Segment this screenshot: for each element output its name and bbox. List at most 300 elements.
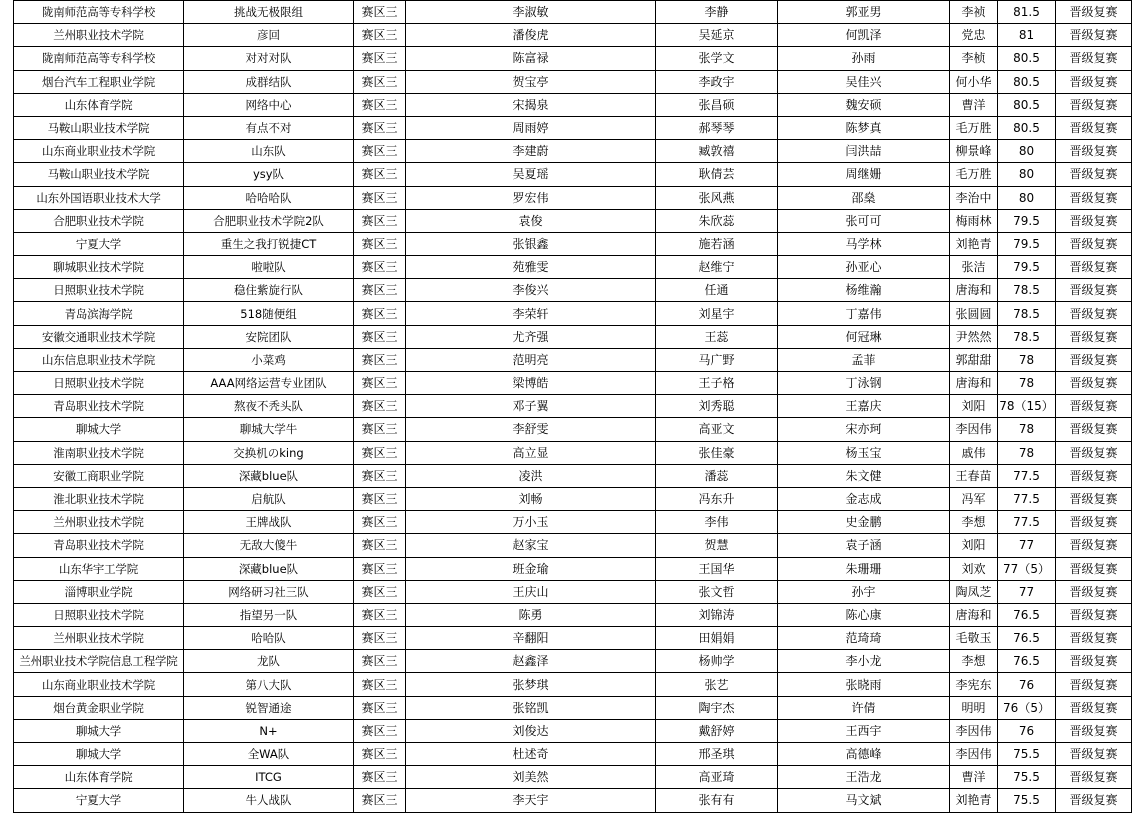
table-row <box>14 70 1132 93</box>
school-cell: 青岛职业技术学院 <box>14 395 184 418</box>
member3-cell: 丁嘉伟 <box>778 302 950 325</box>
region-cell: 赛区三 <box>354 487 406 510</box>
region-cell: 赛区三 <box>354 209 406 232</box>
status-cell: 晋级复赛 <box>1056 418 1132 441</box>
member2-cell: 张昌硕 <box>656 93 778 116</box>
school-cell: 淄博职业学院 <box>14 580 184 603</box>
team-cell: 啦啦队 <box>184 256 354 279</box>
school-cell: 安徽工商职业学院 <box>14 464 184 487</box>
advisor-cell: 唐海和 <box>950 279 998 302</box>
region-cell: 赛区三 <box>354 743 406 766</box>
region-cell: 赛区三 <box>354 93 406 116</box>
score-cell: 76.5 <box>998 603 1056 626</box>
member1-cell: 陈勇 <box>406 603 656 626</box>
advisor-cell: 梅雨林 <box>950 209 998 232</box>
member3-cell: 吴佳兴 <box>778 70 950 93</box>
table-row <box>14 464 1132 487</box>
status-cell: 晋级复赛 <box>1056 302 1132 325</box>
status-cell: 晋级复赛 <box>1056 140 1132 163</box>
table-row <box>14 719 1132 742</box>
team-cell: 全WA队 <box>184 743 354 766</box>
table-row <box>14 163 1132 186</box>
member2-cell: 张佳豪 <box>656 441 778 464</box>
school-cell: 山东信息职业技术学院 <box>14 348 184 371</box>
results-table <box>13 0 1132 813</box>
score-cell: 80.5 <box>998 116 1056 139</box>
member2-cell: 贺慧 <box>656 534 778 557</box>
team-cell: 龙队 <box>184 650 354 673</box>
team-cell: 指望另一队 <box>184 603 354 626</box>
school-cell: 淮南职业技术学院 <box>14 441 184 464</box>
team-cell: 有点不对 <box>184 116 354 139</box>
member3-cell: 王浩龙 <box>778 766 950 789</box>
status-cell: 晋级复赛 <box>1056 372 1132 395</box>
member1-cell: 范明亮 <box>406 348 656 371</box>
school-cell: 聊城职业技术学院 <box>14 256 184 279</box>
advisor-cell: 陶凤芝 <box>950 580 998 603</box>
score-cell: 80 <box>998 186 1056 209</box>
table-row <box>14 1 1132 24</box>
advisor-cell: 毛万胜 <box>950 163 998 186</box>
advisor-cell: 李因伟 <box>950 719 998 742</box>
member1-cell: 罗宏伟 <box>406 186 656 209</box>
region-cell: 赛区三 <box>354 627 406 650</box>
member2-cell: 臧敦禧 <box>656 140 778 163</box>
member1-cell: 潘俊虎 <box>406 24 656 47</box>
advisor-cell: 李桢 <box>950 47 998 70</box>
member2-cell: 任通 <box>656 279 778 302</box>
table-row <box>14 209 1132 232</box>
status-cell: 晋级复赛 <box>1056 441 1132 464</box>
status-cell: 晋级复赛 <box>1056 603 1132 626</box>
member3-cell: 朱文健 <box>778 464 950 487</box>
school-cell: 陇南师范高等专科学校 <box>14 47 184 70</box>
table-row <box>14 511 1132 534</box>
team-cell: 无敌大傻牛 <box>184 534 354 557</box>
member3-cell: 高德峰 <box>778 743 950 766</box>
table-row <box>14 418 1132 441</box>
status-cell: 晋级复赛 <box>1056 719 1132 742</box>
team-cell: 安院团队 <box>184 325 354 348</box>
team-cell: 启航队 <box>184 487 354 510</box>
table-row <box>14 766 1132 789</box>
member3-cell: 陈心康 <box>778 603 950 626</box>
team-cell: 山东队 <box>184 140 354 163</box>
advisor-cell: 刘艳青 <box>950 789 998 812</box>
score-cell: 80.5 <box>998 47 1056 70</box>
member1-cell: 李荣轩 <box>406 302 656 325</box>
score-cell: 77（5） <box>998 557 1056 580</box>
score-cell: 81.5 <box>998 1 1056 24</box>
advisor-cell: 李因伟 <box>950 743 998 766</box>
table-row <box>14 93 1132 116</box>
member1-cell: 凌洪 <box>406 464 656 487</box>
region-cell: 赛区三 <box>354 24 406 47</box>
member2-cell: 刘星宇 <box>656 302 778 325</box>
status-cell: 晋级复赛 <box>1056 348 1132 371</box>
team-cell: 网络研习社三队 <box>184 580 354 603</box>
region-cell: 赛区三 <box>354 1 406 24</box>
school-cell: 合肥职业技术学院 <box>14 209 184 232</box>
member1-cell: 赵家宝 <box>406 534 656 557</box>
status-cell: 晋级复赛 <box>1056 93 1132 116</box>
team-cell: 第八大队 <box>184 673 354 696</box>
score-cell: 79.5 <box>998 232 1056 255</box>
table-row <box>14 348 1132 371</box>
table-row <box>14 743 1132 766</box>
member3-cell: 周继姗 <box>778 163 950 186</box>
member2-cell: 耿倩芸 <box>656 163 778 186</box>
status-cell: 晋级复赛 <box>1056 163 1132 186</box>
member3-cell: 孟菲 <box>778 348 950 371</box>
table-row <box>14 140 1132 163</box>
region-cell: 赛区三 <box>354 441 406 464</box>
member1-cell: 刘俊达 <box>406 719 656 742</box>
team-cell: 聊城大学牛 <box>184 418 354 441</box>
score-cell: 76.5 <box>998 650 1056 673</box>
table-row <box>14 534 1132 557</box>
table-row <box>14 603 1132 626</box>
region-cell: 赛区三 <box>354 418 406 441</box>
member2-cell: 李静 <box>656 1 778 24</box>
status-cell: 晋级复赛 <box>1056 186 1132 209</box>
team-cell: 熬夜不秃头队 <box>184 395 354 418</box>
school-cell: 聊城大学 <box>14 719 184 742</box>
region-cell: 赛区三 <box>354 302 406 325</box>
school-cell: 青岛职业技术学院 <box>14 534 184 557</box>
score-cell: 75.5 <box>998 789 1056 812</box>
school-cell: 烟台黄金职业学院 <box>14 696 184 719</box>
member1-cell: 张铭凯 <box>406 696 656 719</box>
team-cell: 成群结队 <box>184 70 354 93</box>
team-cell: 深藏blue队 <box>184 557 354 580</box>
region-cell: 赛区三 <box>354 116 406 139</box>
member1-cell: 陈富禄 <box>406 47 656 70</box>
team-cell: 稳住紫旋行队 <box>184 279 354 302</box>
school-cell: 聊城大学 <box>14 418 184 441</box>
member3-cell: 马文斌 <box>778 789 950 812</box>
region-cell: 赛区三 <box>354 186 406 209</box>
member2-cell: 高亚文 <box>656 418 778 441</box>
advisor-cell: 柳景峰 <box>950 140 998 163</box>
advisor-cell: 曹洋 <box>950 766 998 789</box>
status-cell: 晋级复赛 <box>1056 47 1132 70</box>
region-cell: 赛区三 <box>354 580 406 603</box>
advisor-cell: 尹然然 <box>950 325 998 348</box>
member1-cell: 刘畅 <box>406 487 656 510</box>
member2-cell: 张学文 <box>656 47 778 70</box>
member2-cell: 王蕊 <box>656 325 778 348</box>
member2-cell: 吴延京 <box>656 24 778 47</box>
member3-cell: 张可可 <box>778 209 950 232</box>
team-cell: 合肥职业技术学院2队 <box>184 209 354 232</box>
status-cell: 晋级复赛 <box>1056 650 1132 673</box>
table-row <box>14 325 1132 348</box>
member2-cell: 邢圣琪 <box>656 743 778 766</box>
member1-cell: 张梦琪 <box>406 673 656 696</box>
school-cell: 山东外国语职业技术大学 <box>14 186 184 209</box>
region-cell: 赛区三 <box>354 163 406 186</box>
advisor-cell: 王春苗 <box>950 464 998 487</box>
team-cell: 牛人战队 <box>184 789 354 812</box>
table-row <box>14 789 1132 812</box>
member1-cell: 贺宝亭 <box>406 70 656 93</box>
member2-cell: 陶宇杰 <box>656 696 778 719</box>
member1-cell: 梁博皓 <box>406 372 656 395</box>
advisor-cell: 李想 <box>950 650 998 673</box>
status-cell: 晋级复赛 <box>1056 464 1132 487</box>
score-cell: 78 <box>998 441 1056 464</box>
score-cell: 76.5 <box>998 627 1056 650</box>
member3-cell: 王嘉庆 <box>778 395 950 418</box>
member1-cell: 刘美然 <box>406 766 656 789</box>
school-cell: 山东华宇工学院 <box>14 557 184 580</box>
score-cell: 79.5 <box>998 209 1056 232</box>
score-cell: 75.5 <box>998 766 1056 789</box>
school-cell: 马鞍山职业技术学院 <box>14 116 184 139</box>
status-cell: 晋级复赛 <box>1056 511 1132 534</box>
status-cell: 晋级复赛 <box>1056 580 1132 603</box>
advisor-cell: 曹洋 <box>950 93 998 116</box>
member2-cell: 王国华 <box>656 557 778 580</box>
member2-cell: 郝琴琴 <box>656 116 778 139</box>
region-cell: 赛区三 <box>354 372 406 395</box>
score-cell: 78.5 <box>998 302 1056 325</box>
member3-cell: 李小龙 <box>778 650 950 673</box>
team-cell: N+ <box>184 719 354 742</box>
table-row <box>14 256 1132 279</box>
member3-cell: 丁泳钢 <box>778 372 950 395</box>
score-cell: 77 <box>998 534 1056 557</box>
member3-cell: 邵燊 <box>778 186 950 209</box>
school-cell: 烟台汽车工程职业学院 <box>14 70 184 93</box>
member2-cell: 赵维宁 <box>656 256 778 279</box>
school-cell: 兰州职业技术学院 <box>14 627 184 650</box>
school-cell: 马鞍山职业技术学院 <box>14 163 184 186</box>
member1-cell: 王庆山 <box>406 580 656 603</box>
member2-cell: 张文哲 <box>656 580 778 603</box>
advisor-cell: 刘艳青 <box>950 232 998 255</box>
school-cell: 山东体育学院 <box>14 766 184 789</box>
region-cell: 赛区三 <box>354 673 406 696</box>
member2-cell: 李政宇 <box>656 70 778 93</box>
school-cell: 淮北职业技术学院 <box>14 487 184 510</box>
region-cell: 赛区三 <box>354 70 406 93</box>
status-cell: 晋级复赛 <box>1056 673 1132 696</box>
status-cell: 晋级复赛 <box>1056 1 1132 24</box>
school-cell: 青岛滨海学院 <box>14 302 184 325</box>
member1-cell: 班金瑜 <box>406 557 656 580</box>
member3-cell: 孙宇 <box>778 580 950 603</box>
advisor-cell: 刘阳 <box>950 534 998 557</box>
status-cell: 晋级复赛 <box>1056 743 1132 766</box>
member3-cell: 宋亦珂 <box>778 418 950 441</box>
member1-cell: 吴夏瑶 <box>406 163 656 186</box>
results-table-body <box>14 1 1132 813</box>
table-row <box>14 302 1132 325</box>
status-cell: 晋级复赛 <box>1056 487 1132 510</box>
region-cell: 赛区三 <box>354 395 406 418</box>
status-cell: 晋级复赛 <box>1056 325 1132 348</box>
member3-cell: 陈梦真 <box>778 116 950 139</box>
advisor-cell: 毛敬玉 <box>950 627 998 650</box>
advisor-cell: 李因伟 <box>950 418 998 441</box>
region-cell: 赛区三 <box>354 348 406 371</box>
member1-cell: 周雨婷 <box>406 116 656 139</box>
status-cell: 晋级复赛 <box>1056 534 1132 557</box>
status-cell: 晋级复赛 <box>1056 256 1132 279</box>
region-cell: 赛区三 <box>354 232 406 255</box>
school-cell: 日照职业技术学院 <box>14 279 184 302</box>
school-cell: 山东商业职业技术学院 <box>14 140 184 163</box>
table-row <box>14 557 1132 580</box>
advisor-cell: 郭甜甜 <box>950 348 998 371</box>
member3-cell: 金志成 <box>778 487 950 510</box>
region-cell: 赛区三 <box>354 511 406 534</box>
status-cell: 晋级复赛 <box>1056 209 1132 232</box>
school-cell: 宁夏大学 <box>14 789 184 812</box>
table-row <box>14 673 1132 696</box>
team-cell: 彦回 <box>184 24 354 47</box>
region-cell: 赛区三 <box>354 650 406 673</box>
member1-cell: 尤齐强 <box>406 325 656 348</box>
status-cell: 晋级复赛 <box>1056 557 1132 580</box>
member3-cell: 袁子涵 <box>778 534 950 557</box>
member2-cell: 高亚琦 <box>656 766 778 789</box>
advisor-cell: 李宪东 <box>950 673 998 696</box>
advisor-cell: 张圆圆 <box>950 302 998 325</box>
region-cell: 赛区三 <box>354 534 406 557</box>
region-cell: 赛区三 <box>354 279 406 302</box>
table-row <box>14 47 1132 70</box>
member1-cell: 高立显 <box>406 441 656 464</box>
advisor-cell: 李祯 <box>950 1 998 24</box>
member1-cell: 杜述奇 <box>406 743 656 766</box>
member3-cell: 何冠琳 <box>778 325 950 348</box>
region-cell: 赛区三 <box>354 719 406 742</box>
member3-cell: 杨玉宝 <box>778 441 950 464</box>
member1-cell: 邓子翼 <box>406 395 656 418</box>
status-cell: 晋级复赛 <box>1056 627 1132 650</box>
member1-cell: 袁俊 <box>406 209 656 232</box>
team-cell: 对对对队 <box>184 47 354 70</box>
advisor-cell: 冯军 <box>950 487 998 510</box>
region-cell: 赛区三 <box>354 696 406 719</box>
score-cell: 75.5 <box>998 743 1056 766</box>
school-cell: 兰州职业技术学院信息工程学院 <box>14 650 184 673</box>
table-row <box>14 186 1132 209</box>
score-cell: 77.5 <box>998 464 1056 487</box>
table-row <box>14 441 1132 464</box>
school-cell: 陇南师范高等专科学校 <box>14 1 184 24</box>
member3-cell: 孙亚心 <box>778 256 950 279</box>
team-cell: 深藏blue队 <box>184 464 354 487</box>
score-cell: 78 <box>998 348 1056 371</box>
member3-cell: 张晓雨 <box>778 673 950 696</box>
score-cell: 80 <box>998 140 1056 163</box>
region-cell: 赛区三 <box>354 140 406 163</box>
table-row <box>14 116 1132 139</box>
member2-cell: 冯东升 <box>656 487 778 510</box>
member2-cell: 马广野 <box>656 348 778 371</box>
member3-cell: 杨维瀚 <box>778 279 950 302</box>
school-cell: 山东商业职业技术学院 <box>14 673 184 696</box>
team-cell: 哈哈队 <box>184 627 354 650</box>
advisor-cell: 李治中 <box>950 186 998 209</box>
table-row <box>14 580 1132 603</box>
region-cell: 赛区三 <box>354 557 406 580</box>
region-cell: 赛区三 <box>354 325 406 348</box>
member1-cell: 赵鑫泽 <box>406 650 656 673</box>
table-row <box>14 24 1132 47</box>
status-cell: 晋级复赛 <box>1056 116 1132 139</box>
region-cell: 赛区三 <box>354 603 406 626</box>
member1-cell: 李淑敏 <box>406 1 656 24</box>
school-cell: 山东体育学院 <box>14 93 184 116</box>
member2-cell: 刘锦涛 <box>656 603 778 626</box>
member1-cell: 万小玉 <box>406 511 656 534</box>
score-cell: 78（15） <box>998 395 1056 418</box>
advisor-cell: 戚伟 <box>950 441 998 464</box>
advisor-cell: 刘欢 <box>950 557 998 580</box>
status-cell: 晋级复赛 <box>1056 789 1132 812</box>
member3-cell: 何凯泽 <box>778 24 950 47</box>
team-cell: 重生之我打锐捷CT <box>184 232 354 255</box>
region-cell: 赛区三 <box>354 464 406 487</box>
team-cell: 518随便组 <box>184 302 354 325</box>
team-cell: 王牌战队 <box>184 511 354 534</box>
member2-cell: 潘蕊 <box>656 464 778 487</box>
table-row <box>14 395 1132 418</box>
status-cell: 晋级复赛 <box>1056 232 1132 255</box>
table-row <box>14 696 1132 719</box>
school-cell: 兰州职业技术学院 <box>14 511 184 534</box>
score-cell: 80 <box>998 163 1056 186</box>
region-cell: 赛区三 <box>354 789 406 812</box>
member2-cell: 张艺 <box>656 673 778 696</box>
status-cell: 晋级复赛 <box>1056 696 1132 719</box>
team-cell: ysy队 <box>184 163 354 186</box>
advisor-cell: 唐海和 <box>950 372 998 395</box>
status-cell: 晋级复赛 <box>1056 24 1132 47</box>
score-cell: 77 <box>998 580 1056 603</box>
region-cell: 赛区三 <box>354 47 406 70</box>
score-cell: 78.5 <box>998 279 1056 302</box>
member2-cell: 李伟 <box>656 511 778 534</box>
member2-cell: 王子格 <box>656 372 778 395</box>
member3-cell: 马学林 <box>778 232 950 255</box>
advisor-cell: 张洁 <box>950 256 998 279</box>
score-cell: 80.5 <box>998 70 1056 93</box>
team-cell: 小菜鸡 <box>184 348 354 371</box>
team-cell: 网络中心 <box>184 93 354 116</box>
table-row <box>14 372 1132 395</box>
score-cell: 78 <box>998 418 1056 441</box>
table-row <box>14 627 1132 650</box>
score-cell: 76 <box>998 673 1056 696</box>
member2-cell: 刘秀聪 <box>656 395 778 418</box>
advisor-cell: 明明 <box>950 696 998 719</box>
member2-cell: 田娟娟 <box>656 627 778 650</box>
school-cell: 宁夏大学 <box>14 232 184 255</box>
score-cell: 76 <box>998 719 1056 742</box>
status-cell: 晋级复赛 <box>1056 279 1132 302</box>
school-cell: 兰州职业技术学院 <box>14 24 184 47</box>
advisor-cell: 何小华 <box>950 70 998 93</box>
school-cell: 日照职业技术学院 <box>14 372 184 395</box>
table-row <box>14 650 1132 673</box>
region-cell: 赛区三 <box>354 766 406 789</box>
